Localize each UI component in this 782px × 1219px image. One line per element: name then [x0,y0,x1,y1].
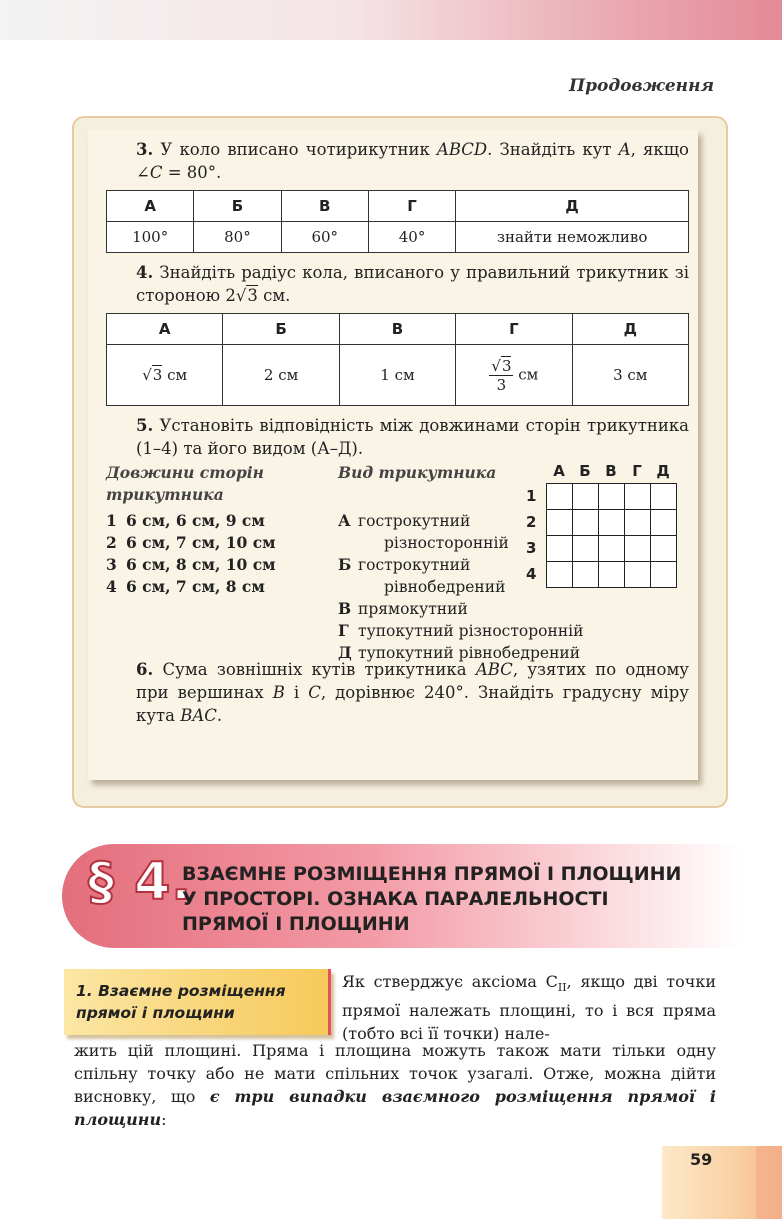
grid-cells [546,483,677,588]
answer-cell: знайти неможливо [456,222,689,253]
answer-cell [456,345,572,406]
matching-block [106,462,689,662]
answer-cell: 80° [194,222,281,253]
grid-row-label: 3 [526,539,537,557]
kind-item-cont: різносторонній [384,534,509,552]
side-item: 2 6 см, 7 см, 10 см [106,533,276,552]
grid-row-label: 2 [526,513,537,531]
exercise-content [106,138,689,727]
answer-cell: 100° [107,222,194,253]
answer-cell: 40° [368,222,455,253]
answer-cell: 1 см [339,345,455,406]
sides-column [106,462,336,598]
kind-item-cont: рівнобедрений [384,578,506,596]
section-title [182,862,722,937]
kind-item: Г тупокутний різносторонній [338,621,584,640]
side-item: 4 6 см, 7 см, 8 см [106,577,265,596]
option-label: Г [456,314,572,345]
option-label: А [107,191,194,222]
body-paragraph-right: Як стверджує аксіома $C_{II}$, якщо дві точки прямої належать площині, то і вся пряма (тобто всі її точки) нале- [342,972,716,1044]
task-text: = 80°. [162,163,222,182]
grid-col-label: Д [656,462,670,480]
angle-var: C [149,163,163,182]
grid-col-label: Б [579,462,591,480]
option-label: Г [368,191,455,222]
body-paragraph: жить цій площині. Пряма і площина можуть також мати тільки одну спільну точку або не мати спільних точок узагалі. Отже, можна дійти висновку, що є три випадки взаємного розміщення прямої і площини: [74,1041,716,1129]
section-title-line: У ПРОСТОРІ. ОЗНАКА ПАРАЛЕЛЬНОСТІ [182,888,609,910]
sqrt-arg: 3 [501,356,512,375]
option-label: В [339,314,455,345]
grid-row-label: 1 [526,487,537,505]
answer-cell: 60° [281,222,368,253]
task-3-answer-table [106,190,689,253]
option-label: А [107,314,223,345]
answer-grid [526,460,677,588]
side-item: 1 6 см, 6 см, 9 см [106,511,265,530]
task-text: У коло вписано чотирикутник [160,140,437,159]
option-label: Д [572,314,688,345]
column-header: Вид трикутника [338,463,497,482]
denominator: 3 [496,375,507,394]
unit: см [167,365,188,384]
option-label: Б [194,191,281,222]
grid-col-label: А [553,462,565,480]
task-6: 6. Сума зовнішніх кутів трикутника ABC, узятих по одному при вершинах B і C, дорівнює 240°. Знайдіть градусну міру кута BAC. [136,660,690,725]
angle-var: A [618,140,631,159]
task-number: 3. [136,140,154,159]
grid-col-label: Г [632,462,642,480]
grid-row-labels [526,483,546,588]
sqrt-arg: 3 [247,286,258,305]
grid-header [546,460,677,483]
page-number: 59 [690,1150,713,1169]
continuation-label: Продовження [569,76,714,96]
option-label: Б [223,314,339,345]
fraction: $\frac{√3}{3}$ [491,356,512,394]
column-header: Довжини сторін трикутника [106,463,264,504]
task-number: 4. [136,263,154,282]
grid-row-label: 4 [526,565,537,583]
side-item: 3 6 см, 8 см, 10 см [106,555,276,574]
task-text: . Знайдіть кут [487,140,619,159]
section-title-line: ПРЯМОЇ І ПЛОЩИНИ [182,913,410,935]
task-text: Знайдіть радіус кола, вписаного у правильний трикутник зі стороною 2 [136,263,689,305]
kind-item: Б гострокутний [338,555,471,574]
kind-item: В прямокутний [338,599,468,618]
answer-cell: 3 см [572,345,688,406]
page-edge-band [756,1146,782,1219]
section-number: § 4. [88,852,193,912]
task-4-answer-table [106,313,689,406]
task-text: см. [257,286,291,305]
task-text: Установіть відповідність між довжинами сторін трикутника (1–4) та його видом (А–Д). [136,416,689,458]
task-number: 6. [136,660,154,679]
sqrt-arg: 3 [152,365,163,384]
task-number: 5. [136,416,154,435]
option-label: В [281,191,368,222]
section-title-line: ВЗАЄМНЕ РОЗМІЩЕННЯ ПРЯМОЇ І ПЛОЩИНИ [182,863,682,885]
top-decor-bar [0,0,782,40]
task-4: 4. Знайдіть радіус кола, вписаного у правильний трикутник зі стороною 2√3 см. [136,263,689,305]
unit: см [518,365,539,383]
kind-item: А гострокутний [338,511,471,530]
answer-cell: √3 см [107,345,223,406]
answer-cell: 2 см [223,345,339,406]
task-3 [106,138,689,184]
option-label: Д [456,191,689,222]
figure-name: ABCD [436,140,488,159]
subsection-title: 1. Взаємне розміщення прямої і площини [76,982,286,1022]
task-text: , якщо ∠ [136,140,689,182]
grid-col-label: В [605,462,617,480]
kind-item: Д тупокутний рівнобедрений [338,643,581,662]
task-5 [106,414,689,460]
